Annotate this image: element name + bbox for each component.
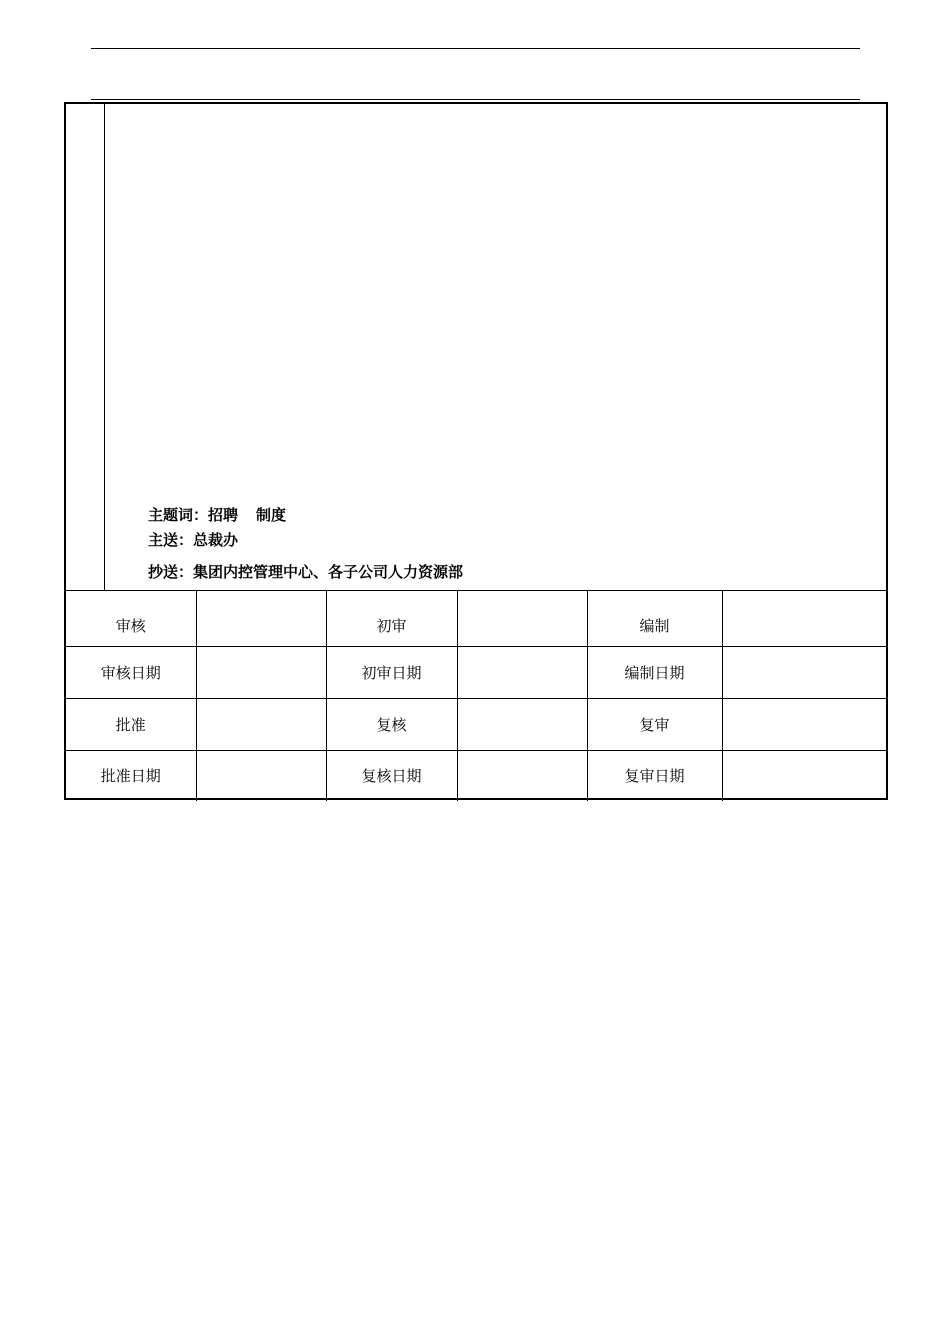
table-row	[66, 591, 886, 646]
document-frame	[64, 102, 888, 800]
cell-prepared-date[interactable]	[722, 646, 886, 698]
cell-initial-review-signature[interactable]	[457, 591, 587, 646]
table-row	[66, 698, 886, 750]
cell-approval-date[interactable]	[196, 750, 326, 801]
label-re-review: 复审	[587, 698, 722, 750]
main-recipient	[148, 531, 238, 549]
to-label: 主送：	[148, 531, 194, 549]
label-approval-date: 批准日期	[66, 750, 196, 801]
cell-review-signature[interactable]	[196, 591, 326, 646]
cell-recheck-date[interactable]	[457, 750, 587, 801]
cc-label: 抄送：	[148, 563, 194, 581]
subject-keywords	[148, 506, 286, 524]
binding-margin-line	[104, 104, 105, 590]
label-prepared: 编制	[587, 591, 722, 646]
subject-label: 主题词：	[148, 506, 209, 524]
approval-table	[66, 591, 886, 801]
subject-word-2: 制度	[256, 506, 287, 524]
label-prepared-date: 编制日期	[587, 646, 722, 698]
cell-initial-review-date[interactable]	[457, 646, 587, 698]
label-recheck-date: 复核日期	[326, 750, 457, 801]
header-rule-second	[91, 99, 860, 100]
label-initial-review-date: 初审日期	[326, 646, 457, 698]
cell-re-review-date[interactable]	[722, 750, 886, 801]
cell-prepared-signature[interactable]	[722, 591, 886, 646]
cell-approval-signature[interactable]	[196, 698, 326, 750]
label-review-date: 审核日期	[66, 646, 196, 698]
label-review: 审核	[66, 591, 196, 646]
document-body-area	[66, 104, 886, 591]
cell-review-date[interactable]	[196, 646, 326, 698]
copy-recipients	[148, 563, 463, 581]
cell-recheck-signature[interactable]	[457, 698, 587, 750]
to-value: 总裁办	[193, 531, 239, 549]
cc-value: 集团内控管理中心、各子公司人力资源部	[193, 563, 464, 581]
cell-re-review-signature[interactable]	[722, 698, 886, 750]
subject-word-1: 招聘	[208, 506, 239, 524]
table-row	[66, 646, 886, 698]
label-initial-review: 初审	[326, 591, 457, 646]
header-rule-top	[91, 48, 860, 49]
label-re-review-date: 复审日期	[587, 750, 722, 801]
table-row	[66, 750, 886, 801]
label-recheck: 复核	[326, 698, 457, 750]
label-approval: 批准	[66, 698, 196, 750]
